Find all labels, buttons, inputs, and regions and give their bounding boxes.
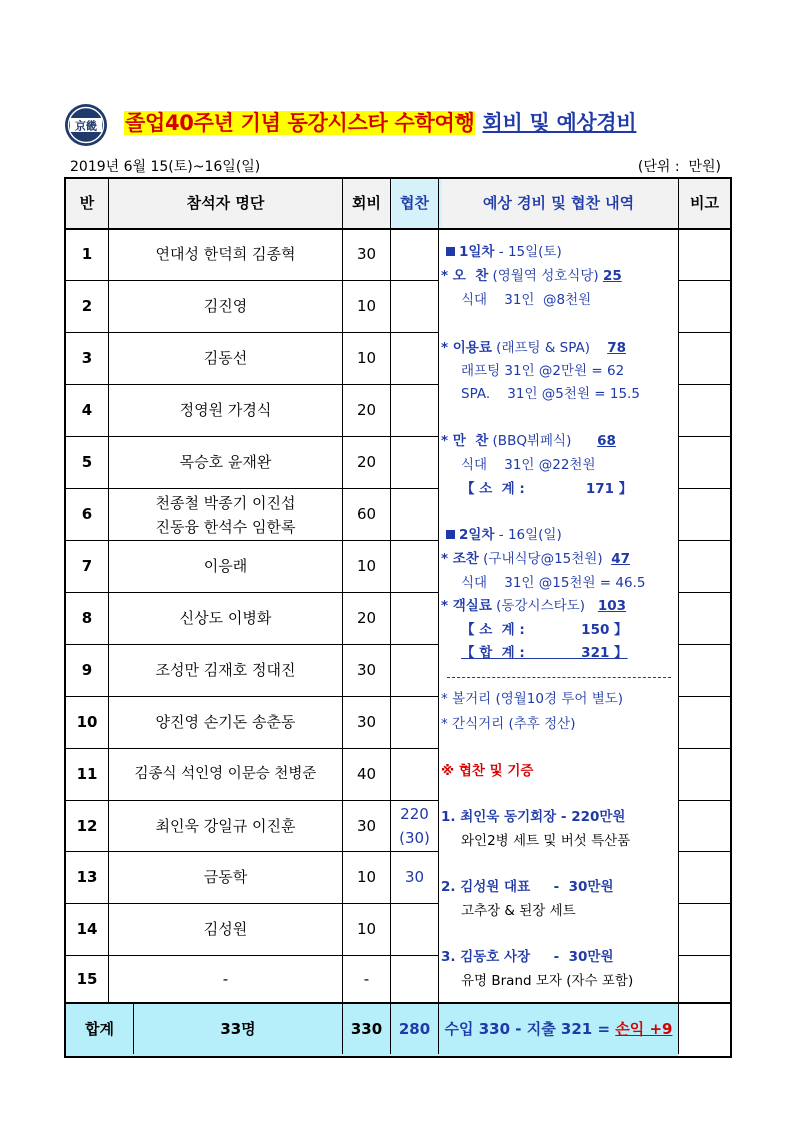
- dinner-line: * 만 찬 (BBQ뷔페식) 68: [441, 433, 616, 449]
- page-title: [124, 108, 636, 138]
- extra-sightseeing: * 볼거리 (영월10경 투어 별도): [441, 691, 624, 707]
- row-14-ban: 14: [76, 920, 98, 939]
- row-6-names: [109, 489, 342, 540]
- row-7-ban: 7: [81, 557, 93, 576]
- row-14-names: 김성원: [203, 920, 248, 939]
- grand-total: 【 합 계 : 321 】: [461, 645, 628, 661]
- row-4-names: 정영원 가경식: [179, 401, 272, 420]
- title-highlight: 졸업40주년 기념 동강시스타 수학여행: [125, 111, 475, 135]
- dashed-divider: [447, 677, 671, 678]
- trip-date: 2019년 6월 15(토)~16일(일): [70, 159, 261, 175]
- footer-total-label: 합계: [85, 1019, 114, 1038]
- activity-line: * 이용료 (래프팅 & SPA) 78: [441, 340, 626, 356]
- svg-text:京畿: 京畿: [75, 119, 97, 133]
- row-12-names: 최인욱 강일규 이진훈: [155, 816, 296, 835]
- footer-profit: 손익 +9: [615, 1019, 673, 1038]
- row-6-ban: 6: [81, 505, 93, 524]
- row-12-ban: 12: [76, 816, 98, 835]
- row-2-names: 김진영: [203, 297, 248, 316]
- row-6-fee: 60: [356, 505, 377, 524]
- breakfast-line: * 조찬 (구내식당@15천원) 47: [441, 551, 630, 567]
- budget-table: [64, 177, 732, 1058]
- day2-subtotal: 【 소 계 : 150 】: [461, 622, 628, 638]
- row-14-fee: 10: [356, 920, 377, 939]
- row-12-sponsor-sub: (30): [399, 829, 430, 847]
- sponsor-1-desc: 와인2병 세트 및 버섯 특산품: [461, 833, 631, 849]
- title-tail: 회비 및 예상경비: [482, 111, 637, 135]
- day2-heading: 2일차 - 16일(일): [441, 524, 562, 547]
- row-1-names: 연대성 한덕희 김종혁: [155, 245, 296, 264]
- row-10-fee: 30: [356, 713, 377, 732]
- sponsor-2-title: 2. 김성원 대표 - 30만원: [441, 879, 614, 895]
- row-12-sponsor-amount: 220: [400, 805, 429, 823]
- footer-summary-text: 수입 330 - 지출 321 =: [444, 1019, 616, 1038]
- footer-count: 33명: [220, 1019, 256, 1038]
- day1-subtotal: 【 소 계 : 171 】: [461, 481, 633, 497]
- row-4-fee: 20: [356, 401, 377, 420]
- lunch-calc: 식대 31인 @8천원: [461, 292, 592, 308]
- row-1-fee: 30: [356, 245, 377, 264]
- rafting-calc: 래프팅 31인 @2만원 = 62: [461, 363, 625, 379]
- sponsor-heading: ※ 협찬 및 기증: [441, 763, 534, 779]
- sponsor-3-title: 3. 김동호 사장 - 30만원: [441, 949, 614, 965]
- footer-summary: [439, 1004, 678, 1054]
- col-header-attendees: 참석자 명단: [186, 194, 265, 213]
- row-2-ban: 2: [81, 297, 93, 316]
- row-6-names-line1: 천종철 박종기 이진섭: [155, 493, 296, 512]
- square-bullet-icon: [446, 530, 455, 539]
- spa-calc: SPA. 31인 @5천원 = 15.5: [461, 386, 640, 402]
- row-13-names: 금동학: [203, 868, 248, 887]
- col-header-sponsor: 협찬: [400, 194, 429, 213]
- row-5-fee: 20: [356, 453, 377, 472]
- lunch-line: * 오 찬 (영월역 성호식당) 25: [441, 268, 622, 284]
- extra-snacks: * 간식거리 (추후 정산): [441, 716, 576, 732]
- row-11-names: 김종식 석인영 이문승 천병준: [134, 765, 317, 782]
- row-10-names: 양진영 손기돈 송춘동: [155, 713, 296, 732]
- row-7-fee: 10: [356, 557, 377, 576]
- row-13-fee: 10: [356, 868, 377, 887]
- dinner-calc: 식대 31인 @22천원: [461, 457, 596, 473]
- row-9-ban: 9: [81, 661, 93, 680]
- row-15-fee: -: [363, 969, 370, 988]
- row-3-ban: 3: [81, 349, 93, 368]
- row-15-ban: 15: [76, 969, 98, 988]
- row-11-ban: 11: [76, 765, 98, 784]
- col-header-ban: 반: [79, 194, 95, 213]
- sponsor-1-title: 1. 최인욱 동기회장 - 220만원: [441, 809, 626, 825]
- col-header-note: 비고: [690, 194, 719, 213]
- row-6-names-line2: 진동융 한석수 임한록: [155, 517, 296, 536]
- row-4-ban: 4: [81, 401, 93, 420]
- col-header-detail: 예상 경비 및 협찬 내역: [482, 194, 635, 213]
- row-12-sponsor: [391, 801, 438, 851]
- row-9-fee: 30: [356, 661, 377, 680]
- row-15-names: -: [222, 969, 229, 988]
- row-8-fee: 20: [356, 609, 377, 628]
- row-12-fee: 30: [356, 816, 377, 835]
- row-11-fee: 40: [356, 765, 377, 784]
- row-5-ban: 5: [81, 453, 93, 472]
- row-5-names: 목승호 윤재완: [179, 453, 272, 472]
- unit-label: (단위 : 만원): [637, 159, 721, 175]
- breakfast-calc: 식대 31인 @15천원 = 46.5: [461, 575, 646, 591]
- row-13-ban: 13: [76, 868, 98, 887]
- row-3-fee: 10: [356, 349, 377, 368]
- footer-sponsor-total: 280: [398, 1019, 431, 1038]
- footer-fee-total: 330: [350, 1019, 383, 1038]
- row-9-names: 조성만 김재호 정대진: [155, 661, 296, 680]
- row-10-ban: 10: [76, 713, 98, 732]
- sponsor-3-desc: 유명 Brand 모자 (자수 포함): [461, 973, 634, 989]
- row-2-fee: 10: [356, 297, 377, 316]
- row-13-sponsor: 30: [404, 868, 425, 887]
- room-line: * 객실료 (동강시스타도) 103: [441, 598, 627, 614]
- sponsor-2-desc: 고추장 & 된장 세트: [461, 903, 576, 919]
- col-header-fee: 회비: [352, 194, 381, 213]
- school-emblem-logo: [64, 103, 108, 147]
- row-1-ban: 1: [81, 245, 93, 264]
- row-8-ban: 8: [81, 609, 93, 628]
- row-3-names: 김동선: [203, 349, 248, 368]
- row-7-names: 이응래: [203, 557, 248, 576]
- square-bullet-icon: [446, 247, 455, 256]
- day1-heading: 1일차 - 15일(토): [441, 241, 562, 264]
- row-8-names: 신상도 이병화: [179, 609, 272, 628]
